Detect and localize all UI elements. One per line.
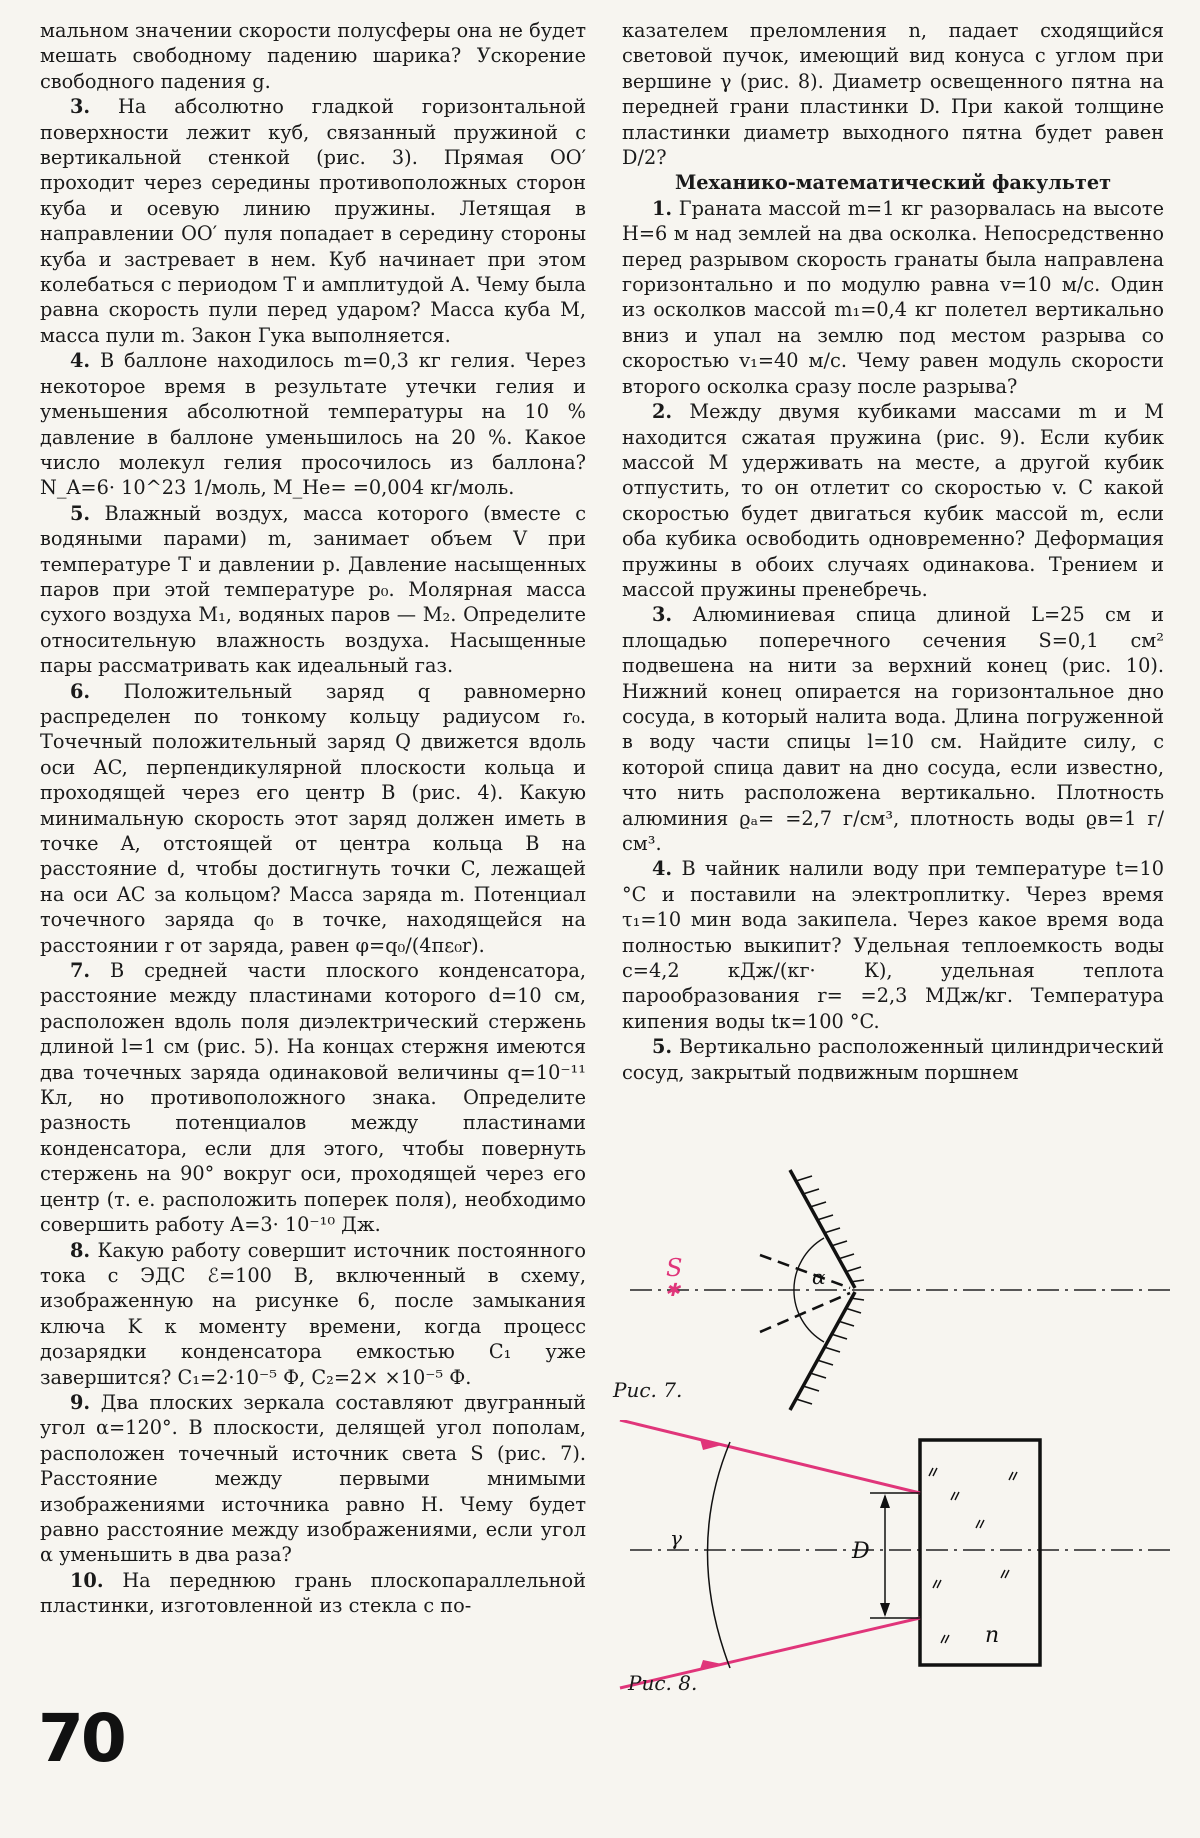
problem-number: 5. [70, 501, 91, 525]
problem-number: 2. [652, 400, 673, 424]
problem-text: В чайник налили воду при температуре t=10 °C и поставили на электроплитку. Через время τ₁=10 мин вода закипела. Через какое время вода полностью выкипит? Удельная теплоемкость воды c=4,2 кДж/(кг· К), удельная теплота парообразования r= =2,3 МДж/кг. Температура кипения воды tк=100 °C. [622, 857, 1164, 1033]
fig7-star: ✱ [665, 1280, 681, 1301]
problem-number: 3. [652, 603, 673, 627]
problem-1 [622, 196, 1164, 399]
problem-5 [622, 1034, 1164, 1085]
problem-3 [622, 602, 1164, 856]
problem-text: В средней части плоского конденсатора, расстояние между пластинами которого d=10 см, расположен вдоль поля диэлектрический стержень длиной l=1 см (рис. 5). На концах стержня имеются два точечных заряда одинаковой величины q=10⁻¹¹ Кл, но противоположного знака. Определите разность потенциалов между пластинами конденсатора, если для этого, чтобы повернуть стержень на 90° вокруг оси, проходящей через его центр (т. е. расположить поперек поля), необходимо совершить работу A=3· 10⁻¹⁰ Дж. [40, 959, 586, 1237]
problem-number: 1. [652, 196, 673, 220]
fig8-plate [920, 1440, 1040, 1665]
section-title: Механико-математический факультет [674, 171, 1112, 195]
fig8-label-diameter: D [852, 1539, 870, 1564]
problem-10 [40, 1568, 586, 1619]
problem-number: 4. [70, 349, 91, 373]
problem-number: 3. [70, 95, 91, 119]
problem-4 [622, 856, 1164, 1034]
problem-number: 9. [70, 1390, 91, 1414]
problem-8 [40, 1238, 586, 1390]
fig8-label-gamma: γ [670, 1526, 682, 1550]
fig8-label-index: n [985, 1623, 1000, 1648]
problem-text: В баллоне находилось m=0,3 кг гелия. Через некоторое время в результате утечки гелия и уменьшения абсолютной температуры на 10 % давление в баллоне уменьшилось на 20 %. Какое число молекул гелия просочилось из баллона? N_A=6· 10^23 1/моль, M_He= =0,004 кг/моль. [40, 349, 586, 500]
problem-9 [40, 1390, 586, 1568]
fig7-label-angle: α [812, 1265, 826, 1289]
figure-7-caption: Рис. 7. [613, 1378, 683, 1402]
right-column [622, 18, 1164, 1085]
problem-text: Какую работу совершит источник постоянного тока с ЭДС ℰ=100 В, включенный в схему, изображенную на рисунке 6, после замыкания ключа K к моменту времени, когда процесс дозарядки конденсатора емкостью C₁ уже завершится? C₁=2·10⁻⁵ Ф, C₂=2× ×10⁻⁵ Ф. [40, 1238, 586, 1389]
problem-2 [622, 399, 1164, 602]
figure-8 [600, 1420, 1180, 1710]
problem-3 [40, 94, 586, 348]
problem-text: Положительный заряд q равномерно распределен по тонкому кольцу радиусом r₀. Точечный положительный заряд Q движется вдоль оси AC, перпендикулярной плоскости кольца и проходящей через его центр B (рис. 4). Какую минимальную скорость этот заряд должен иметь в точке A, отстоящей от центра кольца B на расстояние d, чтобы достигнуть точки C, лежащей на оси AC за кольцом? Масса заряда m. Потенциал точечного заряда q₀ в точке, находящейся на расстоянии r от заряда, равен φ=q₀/(4πε₀r). [40, 679, 586, 957]
problem-text: мальном значении скорости полусферы она не будет мешать свободному падению шарика? Ускорение свободного падения g. [40, 19, 586, 93]
fig8-glass-marks [929, 1468, 1017, 1643]
problem-number: 4. [652, 857, 673, 881]
problem-6 [40, 679, 586, 958]
page-number: 70 [38, 1700, 124, 1777]
fig8-gamma-arc [708, 1442, 731, 1668]
fig7-dashed-upper [760, 1255, 850, 1288]
problem-7 [40, 958, 586, 1237]
problem-number: 6. [70, 679, 91, 703]
problem-number: 10. [70, 1568, 104, 1592]
problem-text: Алюминиевая спица длиной L=25 см и площадью поперечного сечения S=0,1 см² подвешена на нити за верхний конец (рис. 10). Нижний конец опирается на горизонтальное дно сосуда, в который налита вода. Длина погруженной в воду части спицы l=10 см. Найдите силу, с которой спица давит на дно сосуда, если известно, что нить расположена вертикально. Плотность алюминия ϱₐ= =2,7 г/см³, плотность воды ϱв=1 г/см³. [622, 603, 1164, 855]
problem-text: На переднюю грань плоскопараллельной пластинки, изготовленной из стекла с по- [40, 1568, 586, 1618]
fig7-mirror-lower [790, 1292, 855, 1410]
left-column [40, 18, 586, 1619]
problem-number: 8. [70, 1238, 91, 1262]
figure-8-caption: Рис. 8. [628, 1671, 698, 1695]
figure-7 [600, 1160, 1180, 1420]
problem-number: 7. [70, 959, 91, 983]
problem-text: Влажный воздух, масса которого (вместе с водяными парами) m, занимает объем V при температуре T и давлении p. Давление насыщенных паров при этой температуре p₀. Молярная масса сухого воздуха M₁, водяных паров — M₂. Определите относительную влажность воздуха. Насыщенные пары рассматривать как идеальный газ. [40, 501, 586, 678]
fig8-ray-upper [620, 1420, 920, 1493]
problem-text: Граната массой m=1 кг разорвалась на высоте H=6 м над землей на два осколка. Непосредственно перед разрывом скорость гранаты была направлена горизонтально и по модулю равна v=10 м/с. Один из осколков массой m₁=0,4 кг полетел вертикально вниз и упал на землю под местом разрыва со скоростью v₁=40 м/с. Чему равен модуль скорости второго осколка сразу после разрыва? [622, 196, 1164, 398]
fig8-dimension-arrow-top [880, 1494, 890, 1508]
problem-text: Вертикально расположенный цилиндрический сосуд, закрытый подвижным поршнем [622, 1035, 1164, 1084]
fig8-dimension-arrow-bottom [880, 1603, 890, 1617]
paragraph-continuation [40, 18, 586, 94]
fig7-label-source: S [666, 1254, 683, 1282]
problem-4 [40, 348, 586, 500]
problem-text: На абсолютно гладкой горизонтальной поверхности лежит куб, связанный пружиной с вертикальной стенкой (рис. 3). Прямая OO′ проходит через середины противоположных сторон куба и осевую линию пружины. Летящая в направлении OO′ пуля попадает в середину стороны куба и застревает в нем. Куб начинает при этом колебаться с периодом T и амплитудой A. Чему была равна скорость пули перед ударом? Масса куба M, масса пули m. Закон Гука выполняется. [40, 95, 586, 347]
problem-text: казателем преломления n, падает сходящийся световой пучок, имеющий вид конуса с углом при вершине γ (рис. 8). Диаметр освещенного пятна на передней грани пластинки D. При какой толщине пластинки диаметр выходного пятна будет равен D/2? [622, 19, 1164, 170]
paragraph-continuation [622, 18, 1164, 170]
problem-5 [40, 501, 586, 679]
problem-number: 5. [652, 1035, 673, 1059]
problem-text: Два плоских зеркала составляют двугранный угол α=120°. В плоскости, делящей угол пополам, расположен точечный источник света S (рис. 7). Расстояние между первыми мнимыми изображениями источника равно H. Чему будет равно расстояние между изображениями, если угол α уменьшить в два раза? [40, 1390, 586, 1567]
problem-text: Между двумя кубиками массами m и M находится сжатая пружина (рис. 9). Если кубик массой M удерживать на месте, а другой кубик отпустить, то он отлетит со скоростью v. С какой скоростью будет двигаться кубик массой m, если оба кубика освободить одновременно? Деформация пружины в обоих случаях одинакова. Трением и массой пружины пренебречь. [622, 400, 1164, 601]
